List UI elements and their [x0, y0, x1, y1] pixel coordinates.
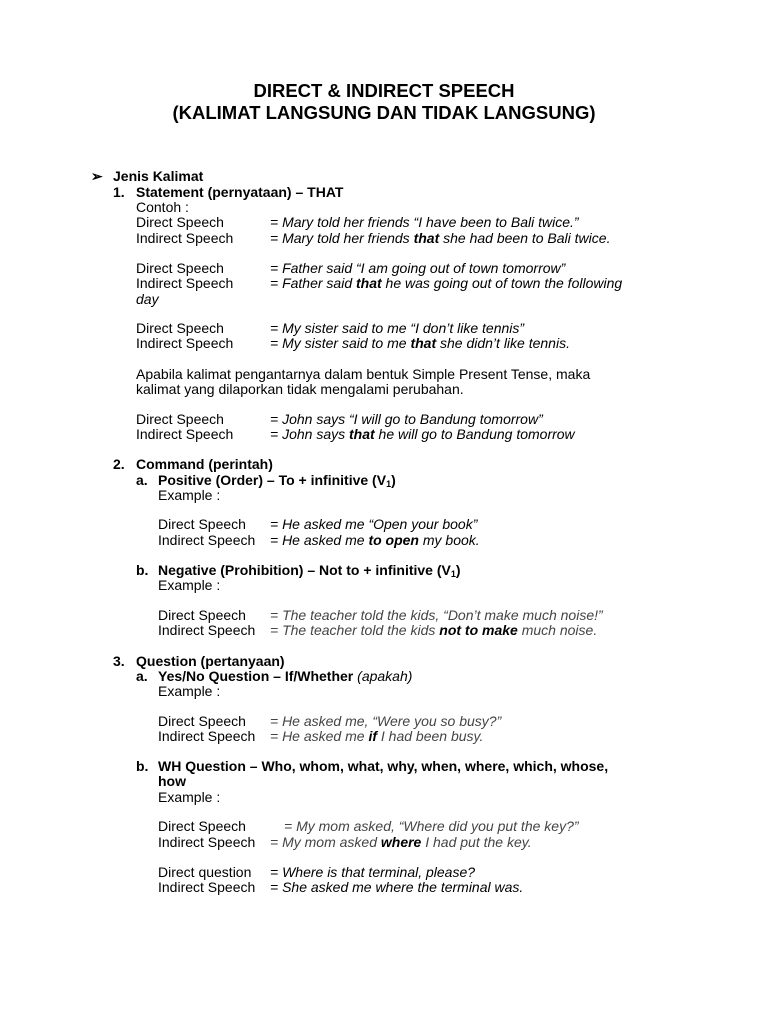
- indirect-speech-label: Indirect Speech: [136, 335, 234, 351]
- example-indirect-question: = She asked me where the terminal was.: [270, 879, 524, 895]
- document-title-line-1: DIRECT & INDIRECT SPEECH: [253, 80, 515, 101]
- note-line-2: kalimat yang dilaporkan tidak mengalami perubahan.: [136, 381, 464, 397]
- example-indirect-7: = He asked me if I had been busy.: [270, 728, 484, 744]
- indirect-speech-label: Indirect Speech: [136, 275, 234, 291]
- example-indirect-3: = My sister said to me that she didn’t like tennis.: [270, 335, 570, 351]
- example-direct-7: = He asked me, “Were you so busy?”: [270, 713, 502, 729]
- indirect-speech-label: Indirect Speech: [136, 426, 234, 442]
- example-direct-6: = The teacher told the kids, “Don’t make much noise!”: [270, 607, 603, 623]
- indirect-speech-label: Indirect Speech: [158, 622, 256, 638]
- wh-question-heading-continued: how: [158, 773, 186, 789]
- note-line-1: Apabila kalimat pengantarnya dalam bentuk Simple Present Tense, maka: [136, 366, 591, 382]
- indirect-speech-label: Indirect Speech: [158, 728, 256, 744]
- example-indirect-1: = Mary told her friends that she had been to Bali twice.: [270, 230, 611, 246]
- item-number-1: 1.: [113, 184, 125, 200]
- question-heading: Question (pertanyaan): [136, 653, 285, 669]
- sub-letter-b: b.: [136, 758, 149, 774]
- example-label: Example :: [158, 789, 221, 805]
- section-heading: Jenis Kalimat: [113, 168, 204, 184]
- direct-speech-label: Direct Speech: [158, 516, 246, 532]
- example-indirect-6: = The teacher told the kids not to make much noise.: [270, 622, 598, 638]
- direct-question-label: Direct question: [158, 864, 252, 880]
- contoh-label: Contoh :: [136, 199, 189, 215]
- example-indirect-8: = My mom asked where I had put the key.: [270, 834, 532, 850]
- example-direct-question: = Where is that terminal, please?: [270, 864, 476, 880]
- yes-no-question-heading: Yes/No Question – If/Whether (apakah): [158, 668, 413, 684]
- example-direct-2: = Father said “I am going out of town tomorrow”: [270, 260, 566, 276]
- example-label: Example :: [158, 577, 221, 593]
- direct-speech-label: Direct Speech: [158, 818, 246, 834]
- indirect-speech-label: Indirect Speech: [158, 532, 256, 548]
- example-indirect-2: = Father said that he was going out of town the following: [270, 275, 623, 291]
- example-label: Example :: [158, 487, 221, 503]
- command-heading: Command (perintah): [136, 456, 273, 472]
- direct-speech-label: Direct Speech: [136, 214, 224, 230]
- positive-order-heading: Positive (Order) – To + infinitive $(V_1)$: [158, 472, 396, 489]
- sub-letter-a: a.: [136, 668, 148, 684]
- example-direct-4: = John says “I will go to Bandung tomorrow”: [270, 411, 543, 427]
- indirect-speech-label: Indirect Speech: [158, 834, 256, 850]
- example-direct-5: = He asked me “Open your book”: [270, 516, 478, 532]
- direct-speech-label: Direct Speech: [136, 320, 224, 336]
- item-number-2: 2.: [113, 456, 125, 472]
- direct-speech-label: Direct Speech: [136, 411, 224, 427]
- item-number-3: 3.: [113, 653, 125, 669]
- negative-prohibition-heading: Negative (Prohibition) – Not to + infinitive $(V_1)$: [158, 562, 461, 579]
- example-indirect-2-continued: day: [136, 291, 159, 307]
- sub-letter-b: b.: [136, 562, 149, 578]
- example-direct-8: = My mom asked, “Where did you put the key?”: [284, 818, 579, 834]
- wh-question-heading: WH Question – Who, whom, what, why, when, where, which, whose,: [158, 758, 609, 774]
- direct-speech-label: Direct Speech: [158, 713, 246, 729]
- indirect-speech-label: Indirect Speech: [136, 230, 234, 246]
- example-indirect-5: = He asked me to open my book.: [270, 532, 480, 548]
- arrow-bullet-icon: ➢: [91, 168, 103, 184]
- example-label: Example :: [158, 683, 221, 699]
- example-indirect-4: = John says that he will go to Bandung tomorrow: [270, 426, 575, 442]
- example-direct-1: = Mary told her friends “I have been to Bali twice.”: [270, 214, 579, 230]
- statement-heading: Statement (pernyataan) – THAT: [136, 184, 344, 200]
- indirect-speech-label: Indirect Speech: [158, 879, 256, 895]
- sub-letter-a: a.: [136, 472, 148, 488]
- direct-speech-label: Direct Speech: [158, 607, 246, 623]
- direct-speech-label: Direct Speech: [136, 260, 224, 276]
- example-direct-3: = My sister said to me “I don’t like tennis”: [270, 320, 525, 336]
- document-title-line-2: (KALIMAT LANGSUNG DAN TIDAK LANGSUNG): [172, 102, 596, 123]
